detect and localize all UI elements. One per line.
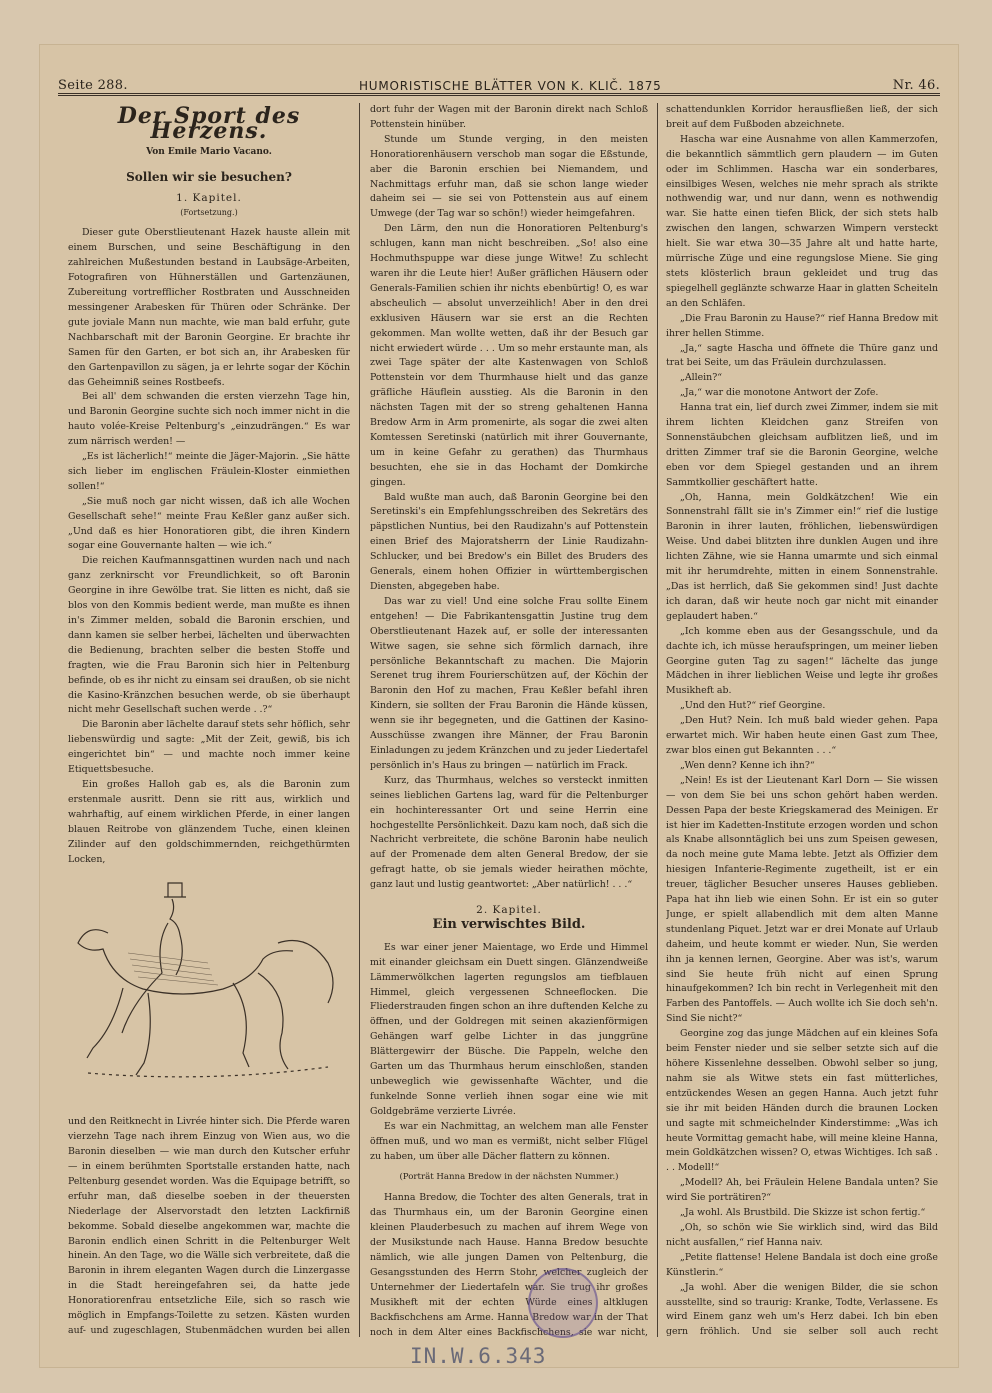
paragraph: Den Lärm, den nun die Honoratioren Peltenburg's schlugen, kann man nicht beschreiben. „So! also eine Hochmuthspuppe war diese junge Witwe! Zu schlecht waren ihr die Leute hier! Außer gräflichen Häusern oder Generals-Familien schien ihr nichts ebenbürtig! O, es war abscheulich — absolut unverzeihlich! Aber in den drei exklusiven Häusern war sie erst an die Rechten gekommen. Man wollte wetten, daß ihr der Besuch gar nicht erwiedert würde . . . Um so mehr erstaunte man, als zwei Tage später der alte Kastenwagen von Schloß Pottenstein vor dem Thurmhause hielt und das ganze gräfliche Häuflein ausstieg. Als die Baronin in den nächsten Tagen mit der so streng gehaltenen Hanna Bredow Arm in Arm promenirte, als sogar die zwei alten Komtessen Seretinski (natürlich mit ihrer Gouvernante, um in keine Gefahr zu gerathen) das Thurmhaus besuchten, ehe sie in das Hochamt der Domkirche gingen.: [370, 223, 648, 488]
paragraph: Hanna trat ein, lief durch zwei Zimmer, indem sie mit ihrem lichten Kleidchen ganz Streifen von Sonnenstäubchen gleichsam aufblitzen ließ, und im dritten Zimmer traf sie die Baronin Georgine, welche eben vor dem Spiegel gestanden und an ihrem Sammtkollier geschäftert hatte.: [666, 402, 938, 488]
column-3: [666, 103, 938, 1339]
newspaper-page: [40, 45, 958, 1367]
column-2: [370, 103, 648, 1339]
column-1: [68, 103, 350, 1339]
paragraph: Das war zu viel! Und eine solche Frau sollte Einem entgehen! — Die Fabrikantensgattin Justine trug dem Oberstlieutenant Hazek auf, er solle der interessanten Witwe sagen, sie sehne sich förmlich darnach, ihre persönliche Bekanntschaft zu machen. Die Majorin Serenet trug ihrem Fourierschützen auf, der Köchin der Baronin den Hof zu machen, Frau Keßler befahl ihren Kindern, sie sollten der Frau Baronin die Hände küssen, wenn sie ihr begegneten, und die Gattinen der Kasino-Ausschüsse zwangen ihre Männer, der Frau Baronin Einladungen zu jedem Kränzchen und zu jeder Liedertafel persönlich in's Haus zu bringen — natürlich im Frack.: [370, 595, 648, 771]
paragraph: Bei all' dem schwanden die ersten vierzehn Tage hin, und Baronin Georgine suchte sich noch immer nicht in die hauto volée-Kreise Peltenburg's „einzudrängen.“ Es war zum närrisch werden! —: [68, 391, 350, 448]
paragraph: „Die Frau Baronin zu Hause?“ rief Hanna Bredow mit ihrer hellen Stimme.: [666, 312, 938, 339]
paragraph: Die reichen Kaufmannsgattinen wurden nach und nach ganz zerknirscht vor Freundlichkeit, so oft Baronin Georgine in ihre Gewölbe trat. Sie litten es nicht, daß sie blos von den Kommis bedient werde, man mußte es ihnen in's Zimmer melden, sobald die Baronin erschien, und dann kamen sie selber herbei, lächelten und überwachten die Bedienung, brachten selber die besten Stoffe und fragten, wie die Frau Baronin sich hier in Peltenburg befinde, ob es ihr nicht zu einsam sei draußen, ob sie nicht die Kasino-Kränzchen besuchen werde, ob sie überhaupt nicht mehr Gesellschaft suchen werde . .?“: [68, 555, 350, 716]
paragraph: „Den Hut? Nein. Ich muß bald wieder gehen. Papa erwartet mich. Wir haben heute einen Gast zum Thee, zwar blos einen gut Bekannten . . .“: [666, 715, 938, 756]
paragraph: Es war ein Nachmittag, an welchem man alle Fenster öffnen muß, und wo man es vermißt, nicht selber Flügel zu haben, um über alle Dächer flattern zu können.: [370, 1120, 648, 1162]
paragraph: Hascha war eine Ausnahme von allen Kammerzofen, die bekanntlich sämmtlich gern plaudern — im Guten oder im Schlimmen. Hascha war ein sonderbares, einsilbiges Wesen, welches nie mehr sprach als strikte nothwendig war, und nur dann, wenn es nothwendig war. Sie hatte einen tiefen Blick, der sich stets halb zwischen den langen, schwarzen Wimpern versteckt hielt. Sie war etwa 30—35 Jahre alt und hatte harte, mürrische Züge und eine regungslose Miene. Sie ging stets klösterlich braun gekleidet und trug das spiegelhell geglänzte schwarze Haar in glatten Scheiteln an den Schläfen.: [666, 133, 938, 309]
paragraph: Die Baronin aber lächelte darauf stets sehr höflich, sehr liebenswürdig und sagte: „Mit der Zeit, gewiß, bis ich eingerichtet bin“ — und machte noch immer keine Etiquettsbesuche.: [68, 719, 350, 776]
paragraph: Kurz, das Thurmhaus, welches so versteckt inmitten seines lieblichen Gartens lag, ward für die Peltenburger ein hochinteressanter Ort und seine Herrin eine hochgestellte Persönlichkeit. Dazu kam noch, daß sich die Nachricht verbreitete, die schöne Baronin habe neulich auf der Promenade dem alten General Bredow, der sie gefragt hatte, ob sie jemals wieder heirathen möchte, ganz laut und lustig geantwortet: „Aber natürlich! . . .“: [370, 774, 648, 891]
paragraph: Es war einer jener Maientage, wo Erde und Himmel mit einander gleichsam ein Duett singen. Glänzendweiße Lämmerwölkchen lagerten regungslos am tiefblauen Himmel, gleich vergessenen Schneeflocken. Die Fliederstrauden fingen schon an ihre duftenden Kelche zu öffnen, und der Goldregen mit seinen akazienförmigen Gehängen warf gelbe Lichter in das junggrüne Blättergewirr der Büsche. Die Pappeln, welche den Garten um das Thurmhaus herum einschloßen, standen unbeweglich wie gewissenhafte Wächter, und die funkelnde Sonne verlieh ihnen sogar eine wie mit Goldgebräme verzierte Livrée.: [370, 941, 648, 1117]
paragraph: Bald wußte man auch, daß Baronin Georgine bei den Seretinski's ein Empfehlungsschreiben des Sekretärs des päpstlichen Nuntius, bei den Raudizahn's auf Pottenstein einen Brief des Majoratsherrn der Linie Raudizahn-Schlucker, und bei Bredow's ein Billet des Bruders des Generals, einem hohen Offizier in württembergischen Diensten, abgegeben habe.: [370, 491, 648, 592]
paragraph: „Nein! Es ist der Lieutenant Karl Dorn — Sie wissen — von dem Sie bei uns schon gehört haben werden. Dessen Papa der beste Kriegskamerad des Meinigen. Er ist hier im Kadetten-Institute erzogen worden und schon als Knabe allsonntäglich bei uns zum Speisen gewesen, da noch meine gute Mama lebte. Jetzt als Offizier dem hiesigen Infanterie-Regimente zugetheilt, ist er ein treuer, täglicher Besucher unseres Hauses geblieben. Papa hat ihn lieb wie einen Sohn. Er ist ein so guter Junge, er spielt allabendlich mit dem alten Manne stundenlang Piquet. Jetzt war er drei Monate auf Urlaub daheim, und heute kommt er wieder. Nun, Sie werden ihn ja kennen lernen, Georgine. Aber was ist's, warum sind Sie heute früh nicht auf einen Sprung hinaufgekommen? Ich bin recht in Verlegenheit mit den Farben des Pantoffels. — Auch wollte ich Sie doch seh'n. Sind Sie nicht?“: [666, 774, 938, 1025]
paragraph: Dieser gute Oberstlieutenant Hazek hauste allein mit einem Burschen, und seine Beschäftigung in den zahlreichen Mußestunden bestand in Laubsäge-Arbeiten, Fotografiren von Hühnerställen und Gartenzäunen, Zubereitung vortrefflicher Rostbraten und Ausschneiden messingener Arabesken für Thüren oder Schränke. Der gute joviale Mann nun machte, wie man bald erfuhr, gute Nachbarschaft mit der Baronin Georgine. Er brachte ihr Samen für den Garten, er bot sich an, ihr Arabesken für den Gartenpavillon zu sägen, ja er lehrte sogar der Köchin das Geheimniß seines Rostbeefs.: [68, 227, 350, 388]
paragraph: „Modell? Ah, bei Fräulein Helene Bandala unten? Sie wird Sie porträtiren?“: [666, 1177, 938, 1204]
chapter-heading: 1. Kapitel.: [176, 191, 242, 204]
issue-number: Nr. 46.: [892, 78, 940, 93]
paragraph: „Ja,“ sagte Hascha und öffnete die Thüre ganz und trat bei Seite, um das Fräulein durchzulassen.: [666, 342, 938, 369]
paragraph: Georgine zog das junge Mädchen auf ein kleines Sofa beim Fenster nieder und sie selber setzte sich auf die höhere Kissenlehne desselben. Obwohl selber so jung, nahm sie als Witwe stets ein fast mütterliches, entzückendes Wesen an gegen Hanna. Auch jetzt fuhr sie ihr mit beiden Händen durch die braunen Locken und sagte mit schmeichelnder Kinderstimme: „Was ich heute Vormittag gemacht habe, will meine kleine Hanna, mein Goldkätzchen wissen? O, etwas Wichtiges. Ich saß . . . Modell!“: [666, 1028, 938, 1174]
paragraph: „Petite flattense! Helene Bandala ist doch eine große Künstlerin.“: [666, 1251, 938, 1278]
paragraph: „Oh, Hanna, mein Goldkätzchen! Wie ein Sonnenstrahl fällt sie in's Zimmer ein!“ rief die lustige Baronin in ihrer lauten, fröhlichen, liebenswürdigen Weise. Und dabei blitzten ihre dunklen Augen und ihre lichten Zähne, wie sie Hanna umarmte und sich einmal mit ihr herumdrehte, mitten in einem Sonnenstrahle. „Das ist herrlich, daß Sie gekommen sind! Just dachte ich daran, daß wir heute noch gar nicht mit einander geplaudert haben.“: [666, 491, 938, 622]
chapter-title: Ein verwischtes Bild.: [432, 916, 586, 932]
chapter-heading: 2. Kapitel.: [476, 904, 542, 917]
article-title: Der Sport des Herzens.: [117, 103, 301, 144]
library-stamp: [528, 1268, 598, 1338]
paragraph: „Allein?“: [680, 372, 723, 384]
paragraph: Stunde um Stunde verging, in den meisten Honoratiorenhäusern verschob man sogar die Eßstunde, aber die Baronin erschien bei Niemandem, und Nachmittags erfuhr man, daß sie schon lange wieder daheim sei — sie sei von Pottenstein aus auf einem Umwege (der Tag war so schön!) wieder heimgefahren.: [370, 133, 648, 220]
column-divider: [359, 103, 360, 1337]
paragraph: „Und den Hut?“ rief Georgine.: [680, 700, 826, 712]
paragraph: dort fuhr der Wagen mit der Baronin direkt nach Schloß Pottenstein hinüber.: [370, 104, 648, 130]
publication-title: HUMORISTISCHE BLÄTTER VON K. KLIČ. 1875: [358, 79, 662, 93]
paragraph: „Ja wohl. Als Brustbild. Die Skizze ist schon fertig.“: [680, 1207, 926, 1219]
paragraph: und den Reitknecht in Livrée hinter sich. Die Pferde waren vierzehn Tage nach ihrem Einzug von Wien aus, wo die Baronin dieselben — wie man durch den Kutscher erfuhr — in einem berühmten Sportstalle erstanden hatte, nach Peltenburg gesendet worden. Was die Equipage betrifft, so erfuhr man, daß dieselbe soeben in der theuersten Niederlage der Alservorstadt den letzten Lackfirniß bekomme. Sobald dieselbe angekommen war, machte die Baronin endlich einen Schritt in die Peltenburger Welt hinein. An den Tage, wo die Wälle sich verbreitete, daß die Baronin in ihrem eleganten Wagen durch die Linzergasse in die Stadt hereingefahren sei, da hatte jede Honoratiorenfrau entsetzliche Eile, sich so rasch wie möglich in Empfangs-Toilette zu setzen. Kästen wurden auf- und zugeschlagen, Stubenmädchen wurden bei allen: [68, 1116, 350, 1336]
paragraph: „Es ist lächerlich!“ meinte die Jäger-Majorin. „Sie hätte sich lieber im englischen Fräulein-Kloster einmiethen sollen!“: [68, 451, 350, 492]
paragraph: schattendunklen Korridor herausfließen ließ, der sich breit auf dem Fußboden abzeichnete.: [666, 104, 938, 130]
paragraph: „Ich komme eben aus der Gesangsschule, und da dachte ich, ich müsse heraufspringen, um meiner lieben Georgine guten Tag zu sagen!“ lächelte das junge Mädchen in ihrer lieblichen Weise und legte ihr großes Musikheft ab.: [666, 625, 938, 697]
column-divider: [657, 103, 658, 1337]
paragraph: Ein großes Halloh gab es, als die Baronin zum erstenmale ausritt. Denn sie ritt aus, wirklich und wahrhaftig, auf einem wirklichen Pferde, in einer langen blauen Reitrobe von glänzendem Tuche, einen kleinen Zilinder auf den goldschimmernden, reichgethürmten Locken,: [68, 778, 350, 865]
page-header: [58, 67, 940, 96]
paragraph: „Oh, so schön wie Sie wirklich sind, wird das Bild nicht ausfallen,“ rief Hanna naiv.: [666, 1221, 938, 1248]
article-subhead: Sollen wir sie besuchen?: [126, 169, 292, 184]
paragraph: „Wen denn? Kenne ich ihn?“: [680, 759, 815, 771]
continuation-note: (Fortsetzung.): [180, 207, 238, 217]
page-number: Seite 288.: [58, 78, 128, 93]
paragraph: Hanna Bredow, die Tochter des alten Generals, trat in das Thurmhaus ein, um der Baronin Georgine einen kleinen Plauderbesuch zu machen auf ihrem Wege von der Musikstunde nach Hause. Hanna Bredow besuchte nämlich, wie alle jungen Damen von Peltenburg, die Gesangsstunden des Herrn Stohr, welcher zugleich der Unternehmer der Liedertafeln war. Sie trug ihr großes Musikheft mit der echten Würde eines altklugen Backfischchens am Arme. Hanna Bredow war in der That noch in dem Alter eines Backfischchens, sie war nicht,: [370, 1192, 648, 1338]
paragraph: „Ja wohl. Aber die wenigen Bilder, die sie schon ausstellte, sind so traurig: Kranke, Todte, Verlassene. Es wird Einem ganz weh um's Herz dabei. Ich bin eben gern fröhlich. Und sie selber soll auch recht: [666, 1281, 938, 1338]
portrait-note: (Porträt Hanna Bredow in der nächsten Nummer.): [399, 1172, 619, 1183]
horsewoman-illustration: [68, 873, 350, 1103]
article-byline: Von Emile Mario Vacano.: [146, 146, 272, 157]
paragraph: „Ja,“ war die monotone Antwort der Zofe.: [680, 387, 879, 399]
archive-shelfmark: IN.W.6.343: [410, 1344, 547, 1368]
paragraph: „Sie muß noch gar nicht wissen, daß ich alle Wochen Gesellschaft sehe!“ meinte Frau Keßler ganz außer sich. „Und daß es hier Honoratioren gibt, die ihren Kindern sogar eine Gouvernante halten — wie ich.“: [68, 495, 350, 552]
